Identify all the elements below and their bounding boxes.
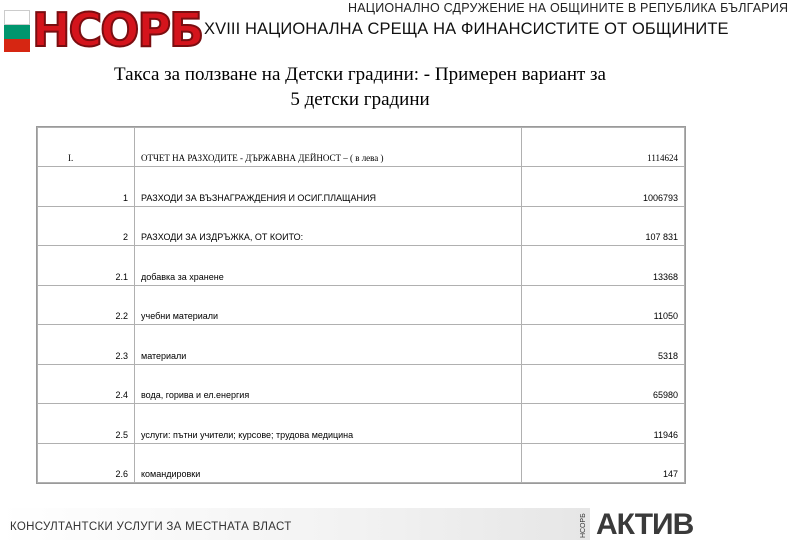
table-row <box>38 404 685 443</box>
expense-table <box>36 126 686 484</box>
title-line-1: Такса за ползване на Детски градини: - Примерен вариант за <box>114 64 606 85</box>
row-number: 2.2 <box>38 285 135 324</box>
row-value: 147 <box>522 443 685 483</box>
row-description: материали <box>135 325 522 364</box>
row-description: РАЗХОДИ ЗА ВЪЗНАГРАЖДЕНИЯ И ОСИГ.ПЛАЩАНИЯ <box>135 167 522 206</box>
row-value: 13368 <box>522 246 685 285</box>
aktiv-logo: АКТИВ <box>596 508 694 541</box>
row-description: вода, горива и ел.енергия <box>135 364 522 403</box>
footer-tagline: КОНСУЛТАНТСКИ УСЛУГИ ЗА МЕСТНАТА ВЛАСТ <box>10 521 292 533</box>
row-number: 2.5 <box>38 404 135 443</box>
page-title <box>0 62 720 112</box>
table-row <box>38 443 685 483</box>
table-row <box>38 364 685 403</box>
row-value: 11050 <box>522 285 685 324</box>
table-row <box>38 167 685 206</box>
table-row <box>38 246 685 285</box>
row-description: учебни материали <box>135 285 522 324</box>
logo-text: НСОРБ <box>32 3 203 57</box>
row-number: I. <box>38 128 135 167</box>
row-number: 2.6 <box>38 443 135 483</box>
row-value: 1114624 <box>522 128 685 167</box>
row-description: добавка за хранене <box>135 246 522 285</box>
row-value: 5318 <box>522 325 685 364</box>
row-number: 2 <box>38 206 135 245</box>
row-value: 11946 <box>522 404 685 443</box>
row-value: 1006793 <box>522 167 685 206</box>
event-name: XVIII НАЦИОНАЛНА СРЕЩА НА ФИНАНСИСТИТЕ ОТ ОБЩИНИТЕ <box>204 20 729 38</box>
bulgarian-flag-icon <box>4 10 30 50</box>
brand-small-text: НСОРБ <box>580 513 587 538</box>
row-description: услуги: пътни учители; курсове; трудова медицина <box>135 404 522 443</box>
table-row <box>38 128 685 167</box>
row-value: 65980 <box>522 364 685 403</box>
row-description: командировки <box>135 443 522 483</box>
organization-name: НАЦИОНАЛНО СДРУЖЕНИЕ НА ОБЩИНИТЕ В РЕПУБЛИКА БЪЛГАРИЯ <box>348 1 788 15</box>
table-row <box>38 206 685 245</box>
row-description: ОТЧЕТ НА РАЗХОДИТЕ - ДЪРЖАВНА ДЕЙНОСТ – ( в лева ) <box>135 128 522 167</box>
table-row <box>38 325 685 364</box>
row-number: 2.1 <box>38 246 135 285</box>
table-row <box>38 285 685 324</box>
title-line-2: 5 детски градини <box>290 89 430 110</box>
row-number: 2.3 <box>38 325 135 364</box>
row-number: 2.4 <box>38 364 135 403</box>
row-number: 1 <box>38 167 135 206</box>
header <box>0 0 788 62</box>
row-description: РАЗХОДИ ЗА ИЗДРЪЖКА, ОТ КОИТО: <box>135 206 522 245</box>
footer <box>0 508 720 540</box>
nsorb-logo <box>4 3 203 57</box>
row-value: 107 831 <box>522 206 685 245</box>
